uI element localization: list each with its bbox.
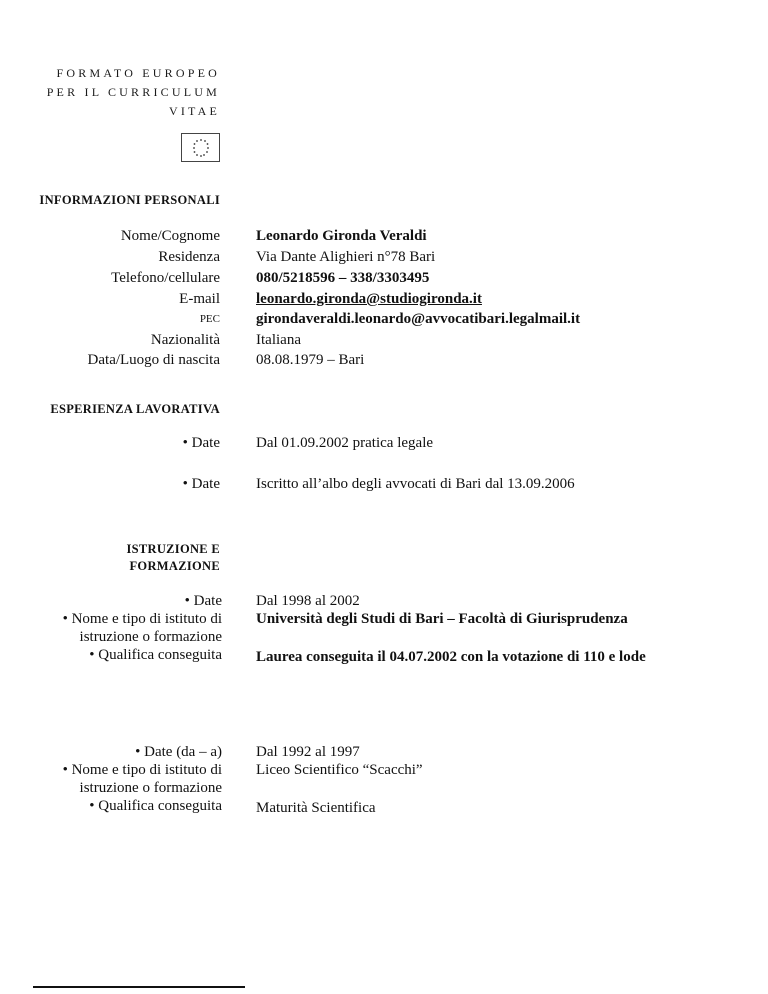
value-exp-1: Dal 01.09.2002 pratica legale <box>256 435 434 451</box>
section-title-education-2: FORMAZIONE <box>129 559 220 573</box>
footer-divider <box>33 986 245 988</box>
value-phone: 080/5218596 – 338/3303495 <box>256 270 430 286</box>
label-residence: Residenza <box>158 249 220 265</box>
section-title-personal: INFORMAZIONI PERSONALI <box>39 193 220 207</box>
label-email: E-mail <box>179 291 220 307</box>
label-edu2-institute-2: istruzione o formazione <box>79 780 222 796</box>
cv-title-line-2: PER IL CURRICULUM <box>46 85 220 99</box>
eu-stars-logo <box>181 133 220 162</box>
label-pec: PEC <box>199 313 220 325</box>
label-edu1-date: • Date <box>184 593 222 609</box>
value-edu1-qualification: Laurea conseguita il 04.07.2002 con la votazione di 110 e lode <box>256 649 646 665</box>
label-exp-date-1: • Date <box>182 435 220 451</box>
value-nationality: Italiana <box>256 332 301 348</box>
cv-title-line-3: VITAE <box>168 104 220 118</box>
label-nationality: Nazionalità <box>150 332 220 348</box>
eu-stars-icon <box>182 134 220 162</box>
value-exp-2: Iscritto all’albo degli avvocati di Bari dal 13.09.2006 <box>256 476 575 492</box>
label-phone: Telefono/cellulare <box>111 270 220 286</box>
value-pec: girondaveraldi.leonardo@avvocatibari.legalmail.it <box>256 311 581 327</box>
value-residence: Via Dante Alighieri n°78 Bari <box>256 249 436 265</box>
value-edu2-date: Dal 1992 al 1997 <box>256 744 360 760</box>
value-edu2-institute: Liceo Scientifico “Scacchi” <box>256 762 423 778</box>
section-title-education-1: ISTRUZIONE E <box>126 542 220 556</box>
label-edu2-qualification: • Qualifica conseguita <box>89 798 222 814</box>
label-name: Nome/Cognome <box>120 228 220 244</box>
value-edu1-institute: Università degli Studi di Bari – Facoltà di Giurisprudenza <box>256 611 628 627</box>
label-edu1-qualification: • Qualifica conseguita <box>89 647 222 663</box>
email-link[interactable]: leonardo.gironda@studiogironda.it <box>256 291 482 307</box>
label-edu2-institute-1: • Nome e tipo di istituto di <box>62 762 222 778</box>
label-edu1-institute-1: • Nome e tipo di istituto di <box>62 611 222 627</box>
value-birth: 08.08.1979 – Bari <box>256 352 365 368</box>
label-edu2-date: • Date (da – a) <box>135 744 222 760</box>
label-exp-date-2: • Date <box>182 476 220 492</box>
cv-title-line-1: FORMATO EUROPEO <box>56 66 220 80</box>
value-edu2-qualification: Maturità Scientifica <box>256 800 376 816</box>
section-title-experience: ESPERIENZA LAVORATIVA <box>50 402 220 416</box>
label-edu1-institute-2: istruzione o formazione <box>79 629 222 645</box>
value-edu1-date: Dal 1998 al 2002 <box>256 593 360 609</box>
label-birth: Data/Luogo di nascita <box>87 352 220 368</box>
value-name: Leonardo Gironda Veraldi <box>256 228 427 244</box>
